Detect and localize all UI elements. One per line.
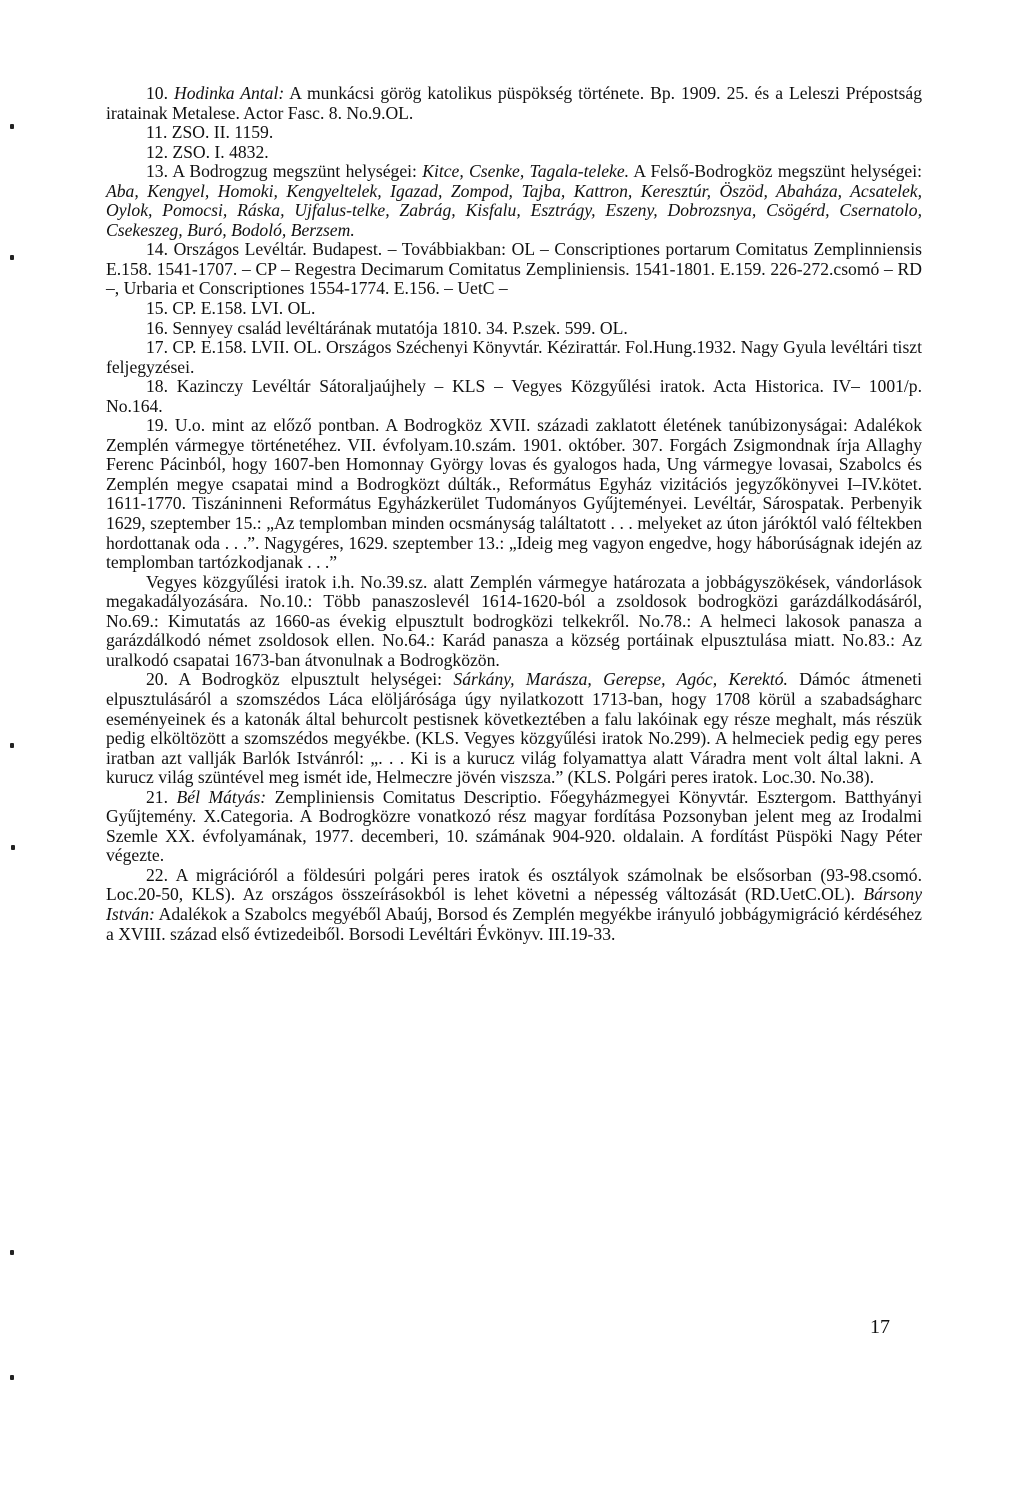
footnote — [106, 299, 922, 319]
scan-speck — [10, 1375, 14, 1380]
footnote-italic-text: Kitce, Csenke, Tagala-teleke. — [422, 161, 630, 182]
footnote-italic-text: Hodinka Antal: — [173, 83, 285, 103]
footnote-number: 20. — [146, 669, 179, 690]
page-number: 17 — [870, 1316, 890, 1338]
footnote-text: Sennyey család levéltárának mutatója 1810. 34. P.szek. 599. OL. — [172, 317, 628, 338]
footnote-text: A Bodrogköz elpusztult helységei: — [178, 669, 454, 690]
footnote-text: ZSO. II. 1159. — [171, 122, 274, 143]
footnote-number: 14. — [146, 239, 174, 260]
footnote-text: CP. E.158. LVI. OL. — [172, 298, 316, 319]
footnote-number: 15. — [146, 298, 173, 319]
footnote-number: 18. — [146, 376, 177, 397]
footnote — [106, 788, 922, 866]
footnote-number: 21. — [146, 786, 177, 807]
footnote-text: Kazinczy Levéltár Sátoraljaújhely – KLS – Vegyes Közgyűlési iratok. Acta Historica. IV– 1001/p. No.164. — [106, 376, 922, 416]
footnote-text: Országos Levéltár. Budapest. – Továbbiakban: OL – Conscriptiones portarum Comitatus Zemplinniensis E.158. 1541-1707. – CP – Regestra Decimarum Comitatus Zempliniensis. 1541-1801. E.159. 226-272.csomó – RD –, Urbaria et Conscriptiones 1554-1774. E.156. – UetC – — [106, 239, 922, 299]
footnote — [106, 123, 922, 143]
footnote — [106, 338, 922, 377]
footnote-number: 12. — [146, 141, 173, 162]
footnote-text: Vegyes közgyűlési iratok i.h. No.39.sz. alatt Zemplén vármegye határozata a jobbágyszökések, vándorlások megakadályozására. No.10.: Több panaszoslevél 1614-1620-ból a zsoldosok bodrogközi garázdálkodásáról, No.69.: Kimutatás az 1660-as évekig elpusztult bodrogközi telkekről. No.78.: A helmeci lakosok panasza a garázdálkodó német zsoldosok ellen. No.64.: Karád panasza a község portáinak elpusztulása miatt. No.83.: Az uralkodó csapatai 1673-ban átvonulnak a Bodrogközön. — [106, 571, 922, 670]
footnotes-list — [106, 84, 922, 944]
footnote — [106, 84, 922, 123]
scan-speck — [10, 1250, 14, 1255]
footnote-text: Zempliniensis Comitatus Descriptio. Főegyházmegyei Könyvtár. Esztergom. Batthyányi Gyűjtemény. X.Categoria. A Bodrogközre vonatkozó rész magyar fordítása Pozsonyban jelent meg az Irodalmi Szemle XX. évfolyamának, 1977. decemberi, 10. számának 904-920. oldalain. A fordítást Püspöki Nagy Péter végezte. — [106, 786, 923, 866]
footnote — [106, 162, 922, 240]
footnote-number: 22. — [146, 864, 176, 885]
footnote-number: 13. — [146, 161, 173, 182]
footnote-text: A Felső-Bodrogköz megszünt helységei: — [629, 161, 922, 182]
footnote — [106, 240, 922, 299]
footnote-text: ZSO. I. 4832. — [172, 141, 269, 162]
scan-speck — [10, 124, 14, 129]
footnote-number: 19. — [146, 415, 175, 436]
footnote — [106, 319, 922, 339]
footnote-number: 17. — [146, 337, 173, 358]
footnote-text: Adalékok a Szabolcs megyéből Abaúj, Borsod és Zemplén megyékbe irányuló jobbágymigráció kérdéséhez a XVIII. század első évtizedeiből. Borsodi Levéltári Évkönyv. III.19-33. — [106, 903, 922, 944]
footnote-italic-text: Aba, Kengyel, Homoki, Kengyeltelek, Igazad, Zompod, Tajba, Kattron, Keresztúr, Öszöd, Abaháza, Acsatelek, Oylok, Pomocsi, Ráska, Ujfalus-telke, Zabrág, Kisfalu, Esztrágy, Eszeny, Dobrozsnya, Csögérd, Csernatolo, Csekeszeg, Buró, Bodoló, Berzsem. — [106, 180, 922, 240]
footnote — [106, 416, 922, 572]
footnote-italic-text: Bársony István: — [106, 884, 922, 924]
footnote-number: 11. — [146, 122, 172, 143]
footnote-italic-text: Sárkány, Marásza, Gerepse, Agóc, Kerektó. — [453, 669, 788, 690]
footnote-number: 10. — [146, 83, 174, 103]
scan-speck — [10, 743, 14, 748]
footnote-text: U.o. mint az előző pontban. A Bodrogköz XVII. századi zaklatott életének tanúbizonyságai: Adalékok Zemplén vármegye történetéhez. VII. évfolyam.10.szám. 1901. október. 307. Forgách Zsigmondnak írja Allaghy Ferenc Pácinból, hogy 1607-ben Homonnay György lovas és gyalogos hada, Ung vármegye lovasai, Szabolcs és Zemplén megye csapatai mind a Bodrogközt dúlták., Református Egyház vizitációs jegyzőkönyvei I–IV.kötet. 1611-1770. Tiszáninneni Református Egyházkerület Tudományos Gyűjteményei. Levéltár, Sárospatak. Perbenyik 1629, szeptember 15.: „Az templomban minden ocsmányság találtatott . . . melyeket az úton járóktól való féltekben hordottanak oda . . .”. Nagygéres, 1629. szeptember 13.: „Ideig meg vagyon engedve, hogy háborúságnak idején az templomban tartózkodjanak . . .” — [106, 415, 923, 573]
footnote-text: A migrációról a földesúri polgári peres iratok és osztályok számolnak be elsősorban (93-98.csomó. Loc.20-50, KLS). Az országos összeírásokból is lehet követni a népesség változását (RD.UetC.OL). — [106, 864, 922, 905]
footnote — [106, 143, 922, 163]
footnote-text: CP. E.158. LVII. OL. Országos Széchenyi Könyvtár. Kézirattár. Fol.Hung.1932. Nagy Gyula levéltári tiszt feljegyzései. — [106, 337, 922, 377]
footnote — [106, 377, 922, 416]
footnote-text: A Bodrogzug megszünt helységei: — [172, 161, 423, 182]
footnote — [106, 573, 922, 671]
scan-speck — [11, 845, 15, 850]
scan-speck — [10, 255, 14, 260]
footnote — [106, 670, 922, 787]
footnote-text: A munkácsi görög katolikus püspökség története. Bp. 1909. 25. és a Leleszi Prépostság iratainak Metalese. Actor Fasc. 8. No.9.OL. — [106, 83, 922, 123]
footnote-text: Dámóc átmeneti elpusztulásáról a szomszédos Láca elöljárósága úgy nyilatkozott 1713-ban, hogy 1708 körül a szabadságharc eseményeinek és a katonák által behurcolt pestisnek következtében a falu lakóinak egy része meghalt, más részük pedig elköltözött a szomszédos megyékbe. (KLS. Vegyes közgyűlési iratok No.299). A helmeciek pedig egy peres iratban azt vallják Barlók Istvánról: „. . . Ki is a kurucz világ folyamattya alatt Váradra ment volt által lakni. A kurucz világ szüntével meg ismét ide, Helmeczre jövén viszsza.” (KLS. Polgári peres iratok. Loc.30. No.38). — [106, 669, 922, 788]
footnote-number: 16. — [146, 317, 173, 338]
footnote — [106, 866, 922, 944]
footnote-italic-text: Bél Mátyás: — [176, 786, 267, 807]
